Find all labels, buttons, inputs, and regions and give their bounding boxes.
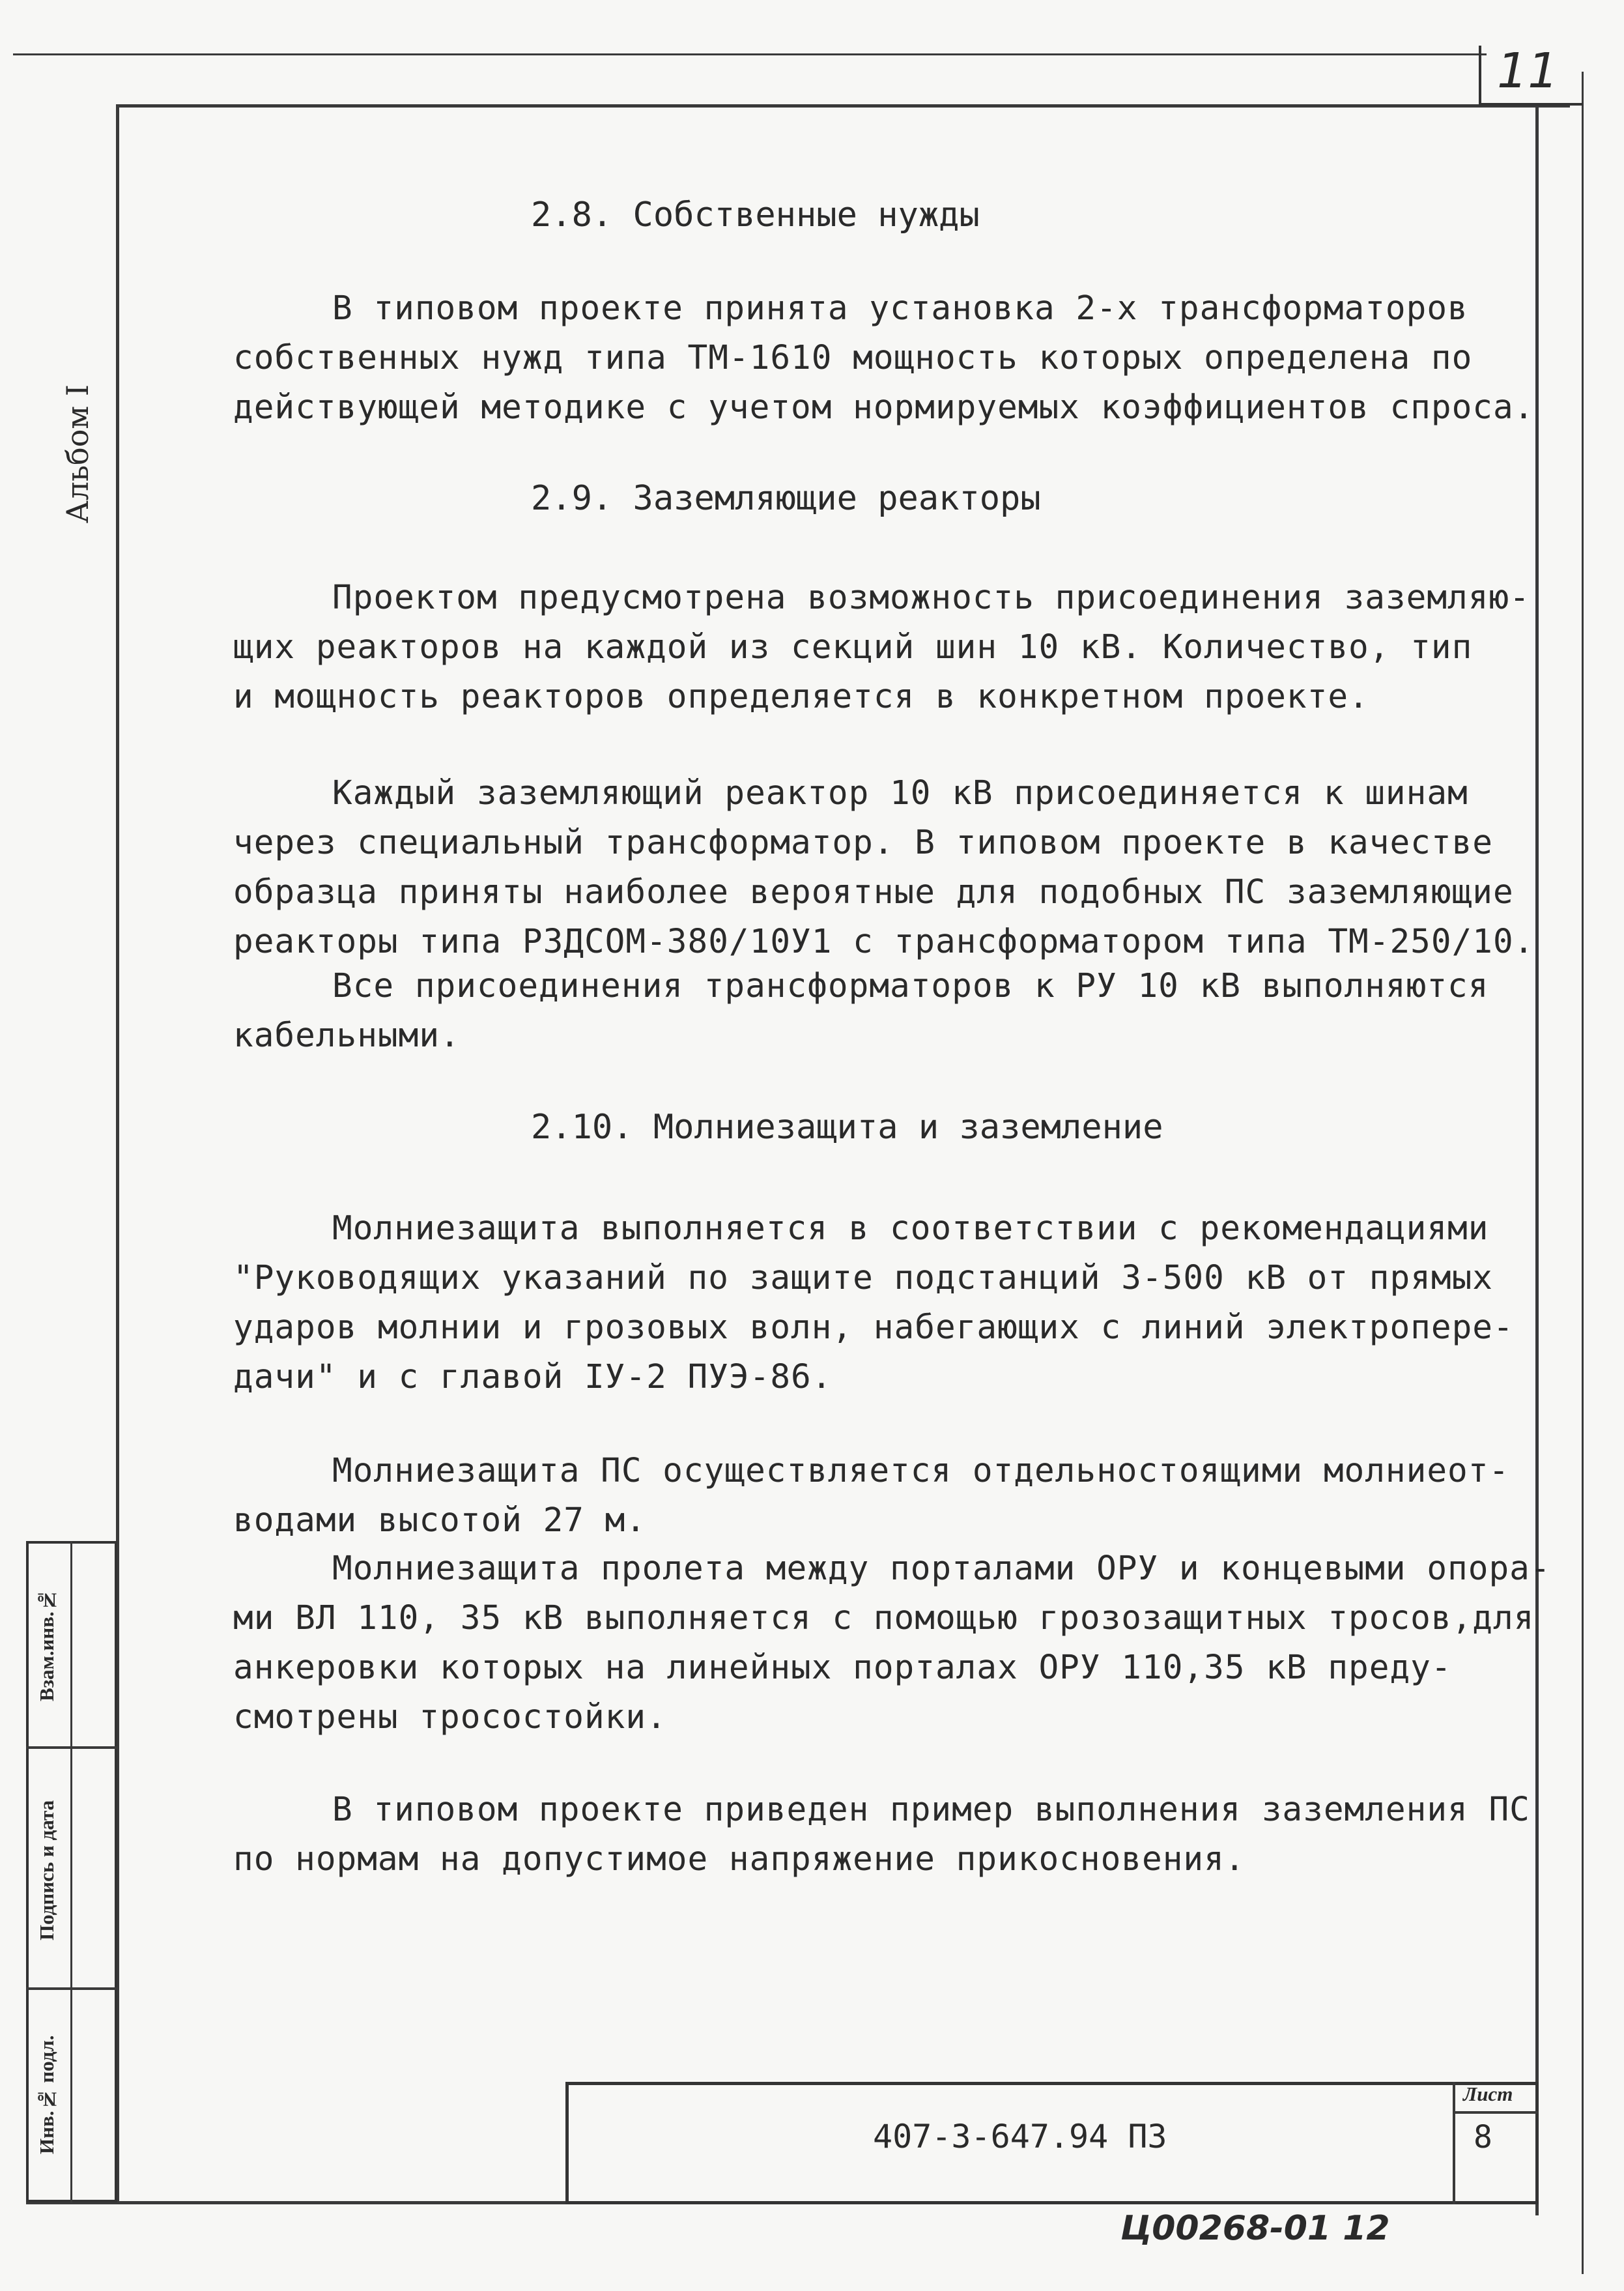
text-line: водами высотой 27 м. <box>233 1501 647 1540</box>
heading-2-10: 2.10. Молниезащита и заземление <box>531 1108 1163 1147</box>
text-line: В типовом проекте принята установка 2-х трансформаторов <box>332 289 1468 328</box>
paragraph-2-10-3 <box>233 1544 1551 1742</box>
frame-top-outer <box>13 53 1487 55</box>
text-line: Каждый заземляющий реактор 10 кВ присоединяется к шинам <box>332 774 1468 813</box>
stamp-signature-date: Подпись и дата <box>35 1800 58 1940</box>
paragraph-2-9-3 <box>233 962 1489 1061</box>
text-line: Проектом предусмотрена возможность присоединения заземляю- <box>332 579 1530 617</box>
frame-right-outer <box>1582 72 1584 2274</box>
doc-code: 407-3-647.94 ПЗ <box>873 2118 1167 2155</box>
heading-2-9: 2.9. Заземляющие реакторы <box>531 479 1041 518</box>
frame-top <box>116 104 1570 108</box>
sheet-number: 8 <box>1474 2119 1492 2155</box>
paragraph-2-9-1 <box>233 573 1530 722</box>
text-line: через специальный трансформатор. В типовом проекте в качестве <box>233 824 1493 862</box>
text-line: собственных нужд типа ТМ-1610 мощность которых определена по <box>233 339 1473 377</box>
text-line: анкеровки которых на линейных порталах ОРУ 110,35 кВ преду- <box>233 1649 1452 1687</box>
text-line: ударов молнии и грозовых волн, набегающих с линий электропере- <box>233 1308 1514 1347</box>
text-line: образца приняты наиболее вероятные для подобных ПС заземляющие <box>233 873 1514 912</box>
text-line: В типовом проекте приведен пример выполнения заземления ПС <box>332 1791 1530 1829</box>
text-line: по нормам на допустимое напряжение прикосновения. <box>233 1840 1246 1879</box>
side-stamp-divider-2 <box>26 1987 117 1990</box>
text-line: действующей методике с учетом нормируемых коэффициентов спроса. <box>233 388 1535 427</box>
stamp-replacement-inv: Взам.инв.№ <box>35 1589 58 1702</box>
page-number-handwritten: 11 <box>1497 43 1559 99</box>
album-label: Альбом I <box>60 384 95 524</box>
paragraph-2-10-4 <box>233 1785 1530 1884</box>
text-line: Все присоединения трансформаторов к РУ 10 кВ выполняются <box>332 967 1489 1005</box>
frame-right <box>1535 104 1539 2215</box>
text-line: и мощность реакторов определяется в конкретном проекте. <box>233 678 1369 716</box>
text-line: Молниезащита пролета между порталами ОРУ и концевыми опора- <box>332 1549 1551 1588</box>
text-line: смотрены тросостойки. <box>233 1698 667 1736</box>
stamp-original-inv: Инв.№ подл. <box>35 2035 58 2155</box>
paragraph-2-8-1 <box>233 284 1534 433</box>
paragraph-2-9-2 <box>233 769 1534 967</box>
sheet-label: Лист <box>1463 2082 1513 2105</box>
text-line: кабельными. <box>233 1016 461 1055</box>
text-line: дачи" и с главой IУ-2 ПУЭ-86. <box>233 1358 833 1396</box>
text-line: реакторы типа РЗДСОМ-380/10У1 с трансформатором типа ТМ-250/10. <box>233 923 1535 961</box>
text-line: ми ВЛ 110, 35 кВ выполняется с помощью грозозащитных тросов,для <box>233 1599 1535 1637</box>
text-line: щих реакторов на каждой из секций шин 10 кВ. Количество, тип <box>233 628 1473 667</box>
heading-2-8: 2.8. Собственные нужды <box>531 195 980 235</box>
title-block-divider <box>1453 2082 1455 2204</box>
text-line: Молниезащита выполняется в соответствии с рекомендациями <box>332 1209 1489 1248</box>
side-stamp-divider-v <box>70 1541 72 2202</box>
paragraph-2-10-2 <box>233 1447 1509 1546</box>
text-line: Молниезащита ПС осуществляется отдельностоящими молниеот- <box>332 1452 1510 1490</box>
paragraph-2-10-1 <box>233 1204 1514 1402</box>
text-line: "Руководящих указаний по защите подстанций 3-500 кВ от прямых <box>233 1259 1493 1297</box>
archive-number-handwritten: Ц00268-01 12 <box>1120 2209 1390 2248</box>
sheet-label-divider <box>1453 2111 1539 2114</box>
side-stamp-divider-1 <box>26 1746 117 1749</box>
